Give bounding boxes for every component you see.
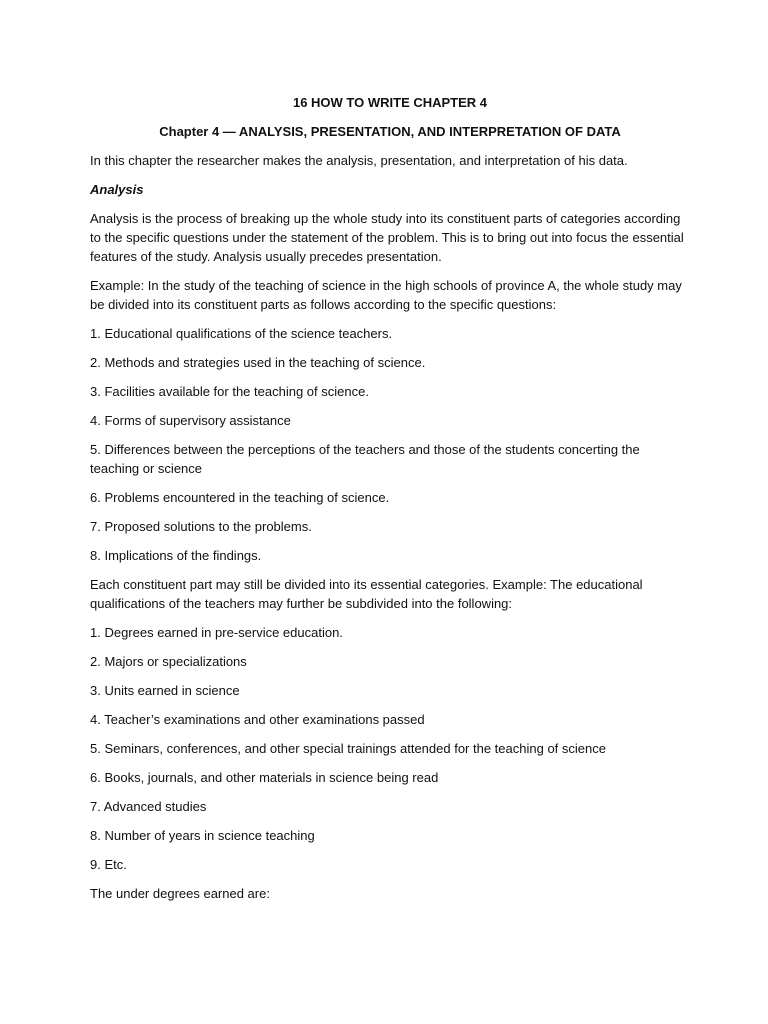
example-paragraph: Example: In the study of the teaching of science in the high schools of province A, the whole study may be divided into its constituent parts as follows according to the specific questions: bbox=[90, 278, 682, 312]
parts-list bbox=[90, 324, 690, 565]
list-item: 2. Methods and strategies used in the teaching of science. bbox=[90, 355, 426, 370]
list-item: 9. Etc. bbox=[90, 857, 127, 872]
list-item: 4. Teacher’s examinations and other examinations passed bbox=[90, 712, 425, 727]
list-item: 8. Number of years in science teaching bbox=[90, 828, 315, 843]
list-item: 7. Advanced studies bbox=[90, 799, 207, 814]
list-item: 4. Forms of supervisory assistance bbox=[90, 413, 291, 428]
analysis-paragraph: Analysis is the process of breaking up the whole study into its constituent parts of categories according to the specific questions under the statement of the problem. This is to bring out into focus the essential features of the study. Analysis usually precedes presentation. bbox=[90, 211, 684, 264]
list-item: 1. Degrees earned in pre-service education. bbox=[90, 625, 343, 640]
categories-paragraph: Each constituent part may still be divided into its essential categories. Example: The educational qualifications of the teachers may further be subdivided into the following: bbox=[90, 577, 643, 611]
page-title: 16 HOW TO WRITE CHAPTER 4 bbox=[292, 95, 488, 110]
list-item: 5. Differences between the perceptions of the teachers and those of the students concerting the teaching or science bbox=[90, 442, 640, 476]
list-item: 1. Educational qualifications of the science teachers. bbox=[90, 326, 393, 341]
list-item: 5. Seminars, conferences, and other special trainings attended for the teaching of science bbox=[90, 741, 606, 756]
list-item: 8. Implications of the findings. bbox=[90, 548, 262, 563]
list-item: 2. Majors or specializations bbox=[90, 654, 247, 669]
list-item: 6. Problems encountered in the teaching of science. bbox=[90, 490, 390, 505]
list-item: 3. Units earned in science bbox=[90, 683, 240, 698]
section-heading-analysis: Analysis bbox=[90, 182, 144, 197]
list-item: 6. Books, journals, and other materials in science being read bbox=[90, 770, 439, 785]
document-body bbox=[90, 93, 690, 913]
intro-paragraph: In this chapter the researcher makes the analysis, presentation, and interpretation of his data. bbox=[90, 153, 628, 168]
closing-paragraph: The under degrees earned are: bbox=[90, 886, 270, 901]
qualifications-list bbox=[90, 623, 690, 874]
list-item: 7. Proposed solutions to the problems. bbox=[90, 519, 312, 534]
list-item: 3. Facilities available for the teaching of science. bbox=[90, 384, 369, 399]
chapter-title: Chapter 4 — ANALYSIS, PRESENTATION, AND INTERPRETATION OF DATA bbox=[159, 124, 621, 139]
